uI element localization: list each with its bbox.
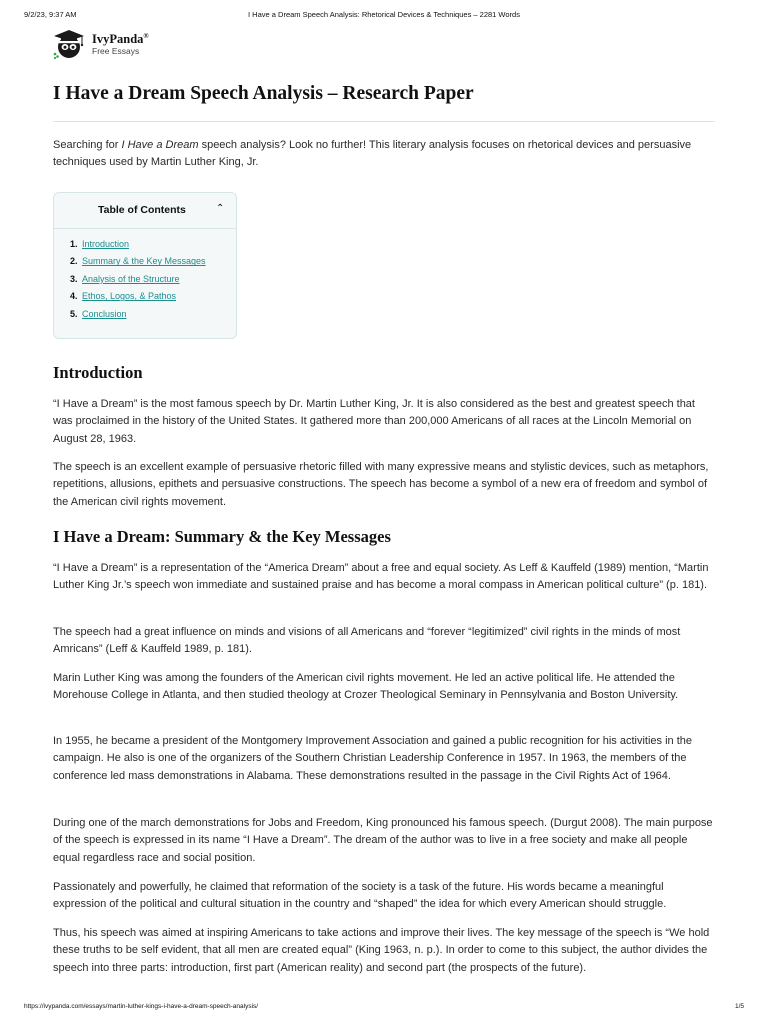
summary-paragraph-2: The speech had a great influence on minds and visions of all Americans and “forever “legitimized” civil rights in the minds of most Amricans” (Leff & Kauffeld 1989, p. 181). — [53, 626, 681, 656]
print-title: I Have a Dream Speech Analysis: Rhetorical Devices & Techniques – 2281 Words — [248, 10, 520, 19]
summary-paragraph-4: In 1955, he became a president of the Montgomery Improvement Association and gained a public recognition for his activities in the campaign. He also is one of the organizers of the Southern Christian Leadership Conference in 1957. In 1963, the members of the conference led mass demonstrations in Alabama. These demonstrations resulted in the passage in the Civil Rights Act of 1964. — [53, 735, 692, 782]
print-page-number: 1/5 — [734, 1003, 744, 1010]
heading-introduction: Introduction — [53, 363, 143, 382]
toc-link-conclusion[interactable]: Conclusion — [82, 308, 127, 319]
intro-paragraph: Searching for I Have a Dream speech analysis? Look no further! This literary analysis focuses on rhetorical devices and persuasive techniques used by Martin Luther King, Jr. — [53, 139, 692, 169]
toc-item-ethos: 4. Ethos, Logos, & Pathos — [70, 291, 177, 302]
chevron-up-icon[interactable]: ⌃ — [216, 203, 225, 214]
heading-summary: I Have a Dream: Summary & the Key Messages — [53, 527, 391, 546]
summary-paragraph-5: During one of the march demonstrations for Jobs and Freedom, King pronounced his famous speech. (Durgut 2008). The main purpose of the speech is expressed in its name “I Have a Dream”. The dream of the author was to live in a free society and make all people equal regardless race and social position. — [53, 817, 713, 864]
toc-item-summary: 2. Summary & the Key Messages — [70, 256, 206, 267]
print-header — [0, 10, 768, 22]
summary-paragraph-6: Passionately and powerfully, he claimed that reformation of the society is a task of the future. His words became a meaningful expression of the political and cultural situation in the country and “shaped” the idea for which every American should struggle. — [53, 881, 667, 911]
toc-link-structure[interactable]: Analysis of the Structure — [82, 273, 180, 284]
toc-item-structure: 3. Analysis of the Structure — [70, 273, 180, 284]
print-url: https://ivypanda.com/essays/martin-luther-kings-i-have-a-dream-speech-analysis/ — [24, 1003, 259, 1010]
graduation-cap-panda-icon — [53, 28, 87, 60]
toc-link-ethos[interactable]: Ethos, Logos, & Pathos — [82, 291, 177, 302]
summary-paragraph-3: Marin Luther King was among the founders of the American civil rights movement. He led an active political life. He attended the Morehouse College in Atlanta, and then studied theology at Crozer Theological Seminary in Pennsylvania and Boston University. — [53, 672, 679, 702]
table-of-contents — [53, 192, 237, 339]
print-footer — [0, 1003, 768, 1015]
toc-link-summary[interactable]: Summary & the Key Messages — [82, 256, 206, 267]
introduction-paragraph-2: The speech is an excellent example of persuasive rhetoric filled with many expressive means and stylistic devices, such as metaphors, repetitions, allusions, epithets and persuasive constructions. The speech has become a symbol of a new era of freedom and symbol of the American civil rights movement. — [53, 461, 709, 508]
logo-subtitle: Free Essays — [92, 46, 140, 56]
toc-header[interactable] — [54, 193, 236, 229]
toc-item-introduction: 1. Introduction — [70, 239, 130, 249]
page-title: I Have a Dream Speech Analysis – Research Paper — [53, 83, 474, 104]
introduction-paragraph-1: “I Have a Dream” is the most famous speech by Dr. Martin Luther King, Jr. It is also considered as the best and greatest speech that was proclaimed in the history of the United States. It gathered more than 200,000 Americans of all races at the Lincoln Memorial on August 28, 1963. — [53, 398, 695, 445]
toc-item-conclusion: 5. Conclusion — [70, 308, 127, 319]
toc-list — [54, 237, 236, 324]
logo-brand: IvyPanda® — [92, 32, 149, 47]
summary-paragraph-1: “I Have a Dream” is a representation of the “America Dream” about a free and equal society. As Leff & Kauffeld (1989) mention, “Martin Luther King Jr.’s speech won immediate and sustained praise and has become a moral compass in American political culture” (p. 181). — [53, 562, 709, 592]
summary-paragraph-7: Thus, his speech was aimed at inspiring Americans to take actions and improve their lives. The key message of the speech is “We hold these truths to be self evident, that all men are created equal” (King 1963, n. p.). In order to come to this subject, the author divides the speech into three parts: introduction, first part (American reality) and second part (the prospects of the future). — [53, 927, 710, 974]
toc-link-introduction[interactable]: Introduction — [82, 239, 130, 249]
print-date: 9/2/23, 9:37 AM — [24, 10, 77, 19]
toc-title: Table of Contents — [98, 204, 186, 216]
title-divider — [53, 121, 715, 122]
ivypanda-logo[interactable] — [53, 28, 193, 60]
